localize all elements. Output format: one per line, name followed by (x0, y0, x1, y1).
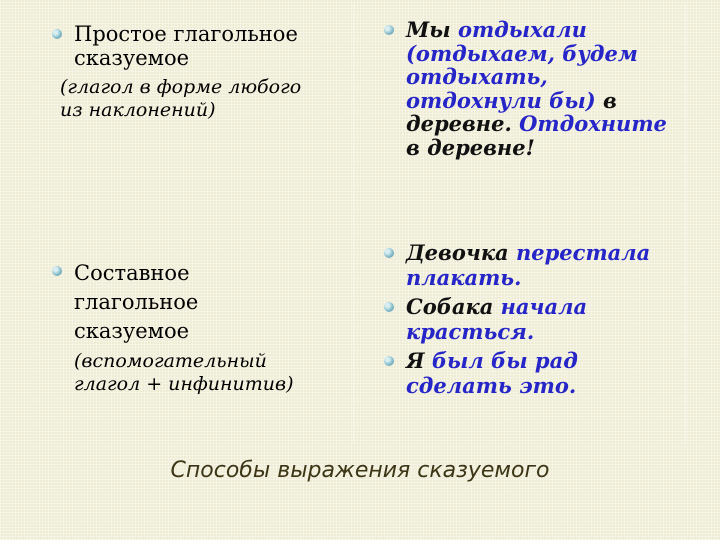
simple-predicate-cell (52, 22, 342, 122)
example-subject: Девочка (406, 240, 516, 265)
bullet-icon (52, 29, 62, 39)
example-text (406, 348, 578, 398)
bullet-icon (384, 248, 394, 258)
example-item (384, 348, 674, 398)
example-subject: Собака (406, 294, 501, 319)
example-rest: в деревне. (406, 87, 617, 136)
example-text (406, 294, 587, 344)
row-divider (36, 224, 684, 225)
example-text (406, 17, 667, 160)
example-predicate: отдыхали (отдыхаем, будем отдыхать, отдохнули бы) (406, 17, 638, 113)
simple-predicate-note: (глагол в форме любого из наклонений) (60, 76, 302, 121)
example-item (384, 18, 674, 159)
compound-predicate-examples (384, 240, 674, 398)
example-predicate: был бы рад сделать это. (406, 348, 578, 398)
simple-predicate-examples (384, 18, 674, 159)
bullet-icon (384, 356, 394, 366)
simple-predicate-title: Простое глагольное сказуемое (74, 22, 298, 70)
slide-caption: Способы выражения сказуемого (170, 458, 550, 483)
example-item (384, 240, 674, 290)
example-predicate: начала красться. (406, 294, 588, 344)
compound-predicate-title: Составное глагольное сказуемое (74, 261, 199, 343)
example-subject: Я (406, 348, 432, 373)
example-predicate: Отдохните (519, 111, 667, 136)
example-text (406, 240, 650, 290)
example-item (384, 294, 674, 344)
bullet-icon (384, 25, 394, 35)
compound-predicate-cell (52, 259, 342, 396)
example-subject: Мы (406, 17, 458, 42)
list-item (52, 259, 342, 346)
list-item (52, 22, 342, 70)
example-rest: в деревне! (406, 134, 535, 160)
example-predicate: перестала плакать. (406, 240, 651, 290)
compound-predicate-note: (вспомогательный глагол + инфинитив) (74, 350, 294, 395)
bullet-icon (384, 302, 394, 312)
bullet-icon (52, 266, 62, 276)
